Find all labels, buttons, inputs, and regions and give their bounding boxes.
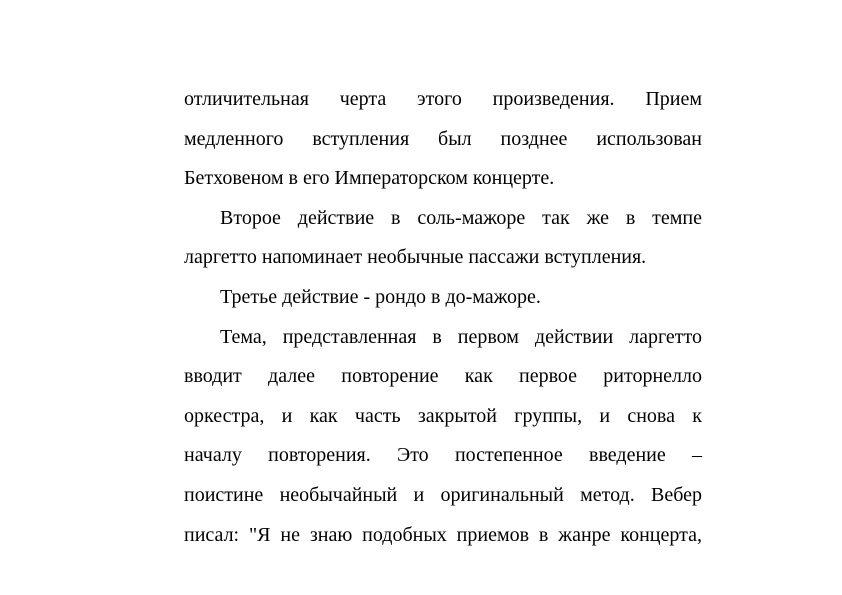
text-line-12: писал: "Я не знаю подобных приемов в жанре концерта, [184,523,702,546]
text-line-9: оркестра, и как часть закрытой группы, и снова к [184,404,702,427]
text-line-4: Второе действие в соль-мажоре так же в темпе [220,206,702,229]
text-line-5: ларгетто напоминает необычные пассажи вступления. [184,246,647,269]
text-line-3: Бетховеном в его Императорском концерте. [184,167,555,190]
body-text [184,80,702,555]
text-line-2: медленного вступления был позднее использован [184,127,702,150]
text-line-10: началу повторения. Это постепенное введение – [184,444,702,467]
text-line-1: отличительная черта этого произведения. Прием [184,88,702,110]
text-line-8: вводит далее повторение как первое риторнелло [184,365,702,388]
text-line-7: Тема, представленная в первом действии ларгетто [220,325,702,348]
text-line-11: поистине необычайный и оригинальный метод. Вебер [184,483,702,506]
text-line-6: Третье действие - рондо в до-мажоре. [220,285,541,308]
